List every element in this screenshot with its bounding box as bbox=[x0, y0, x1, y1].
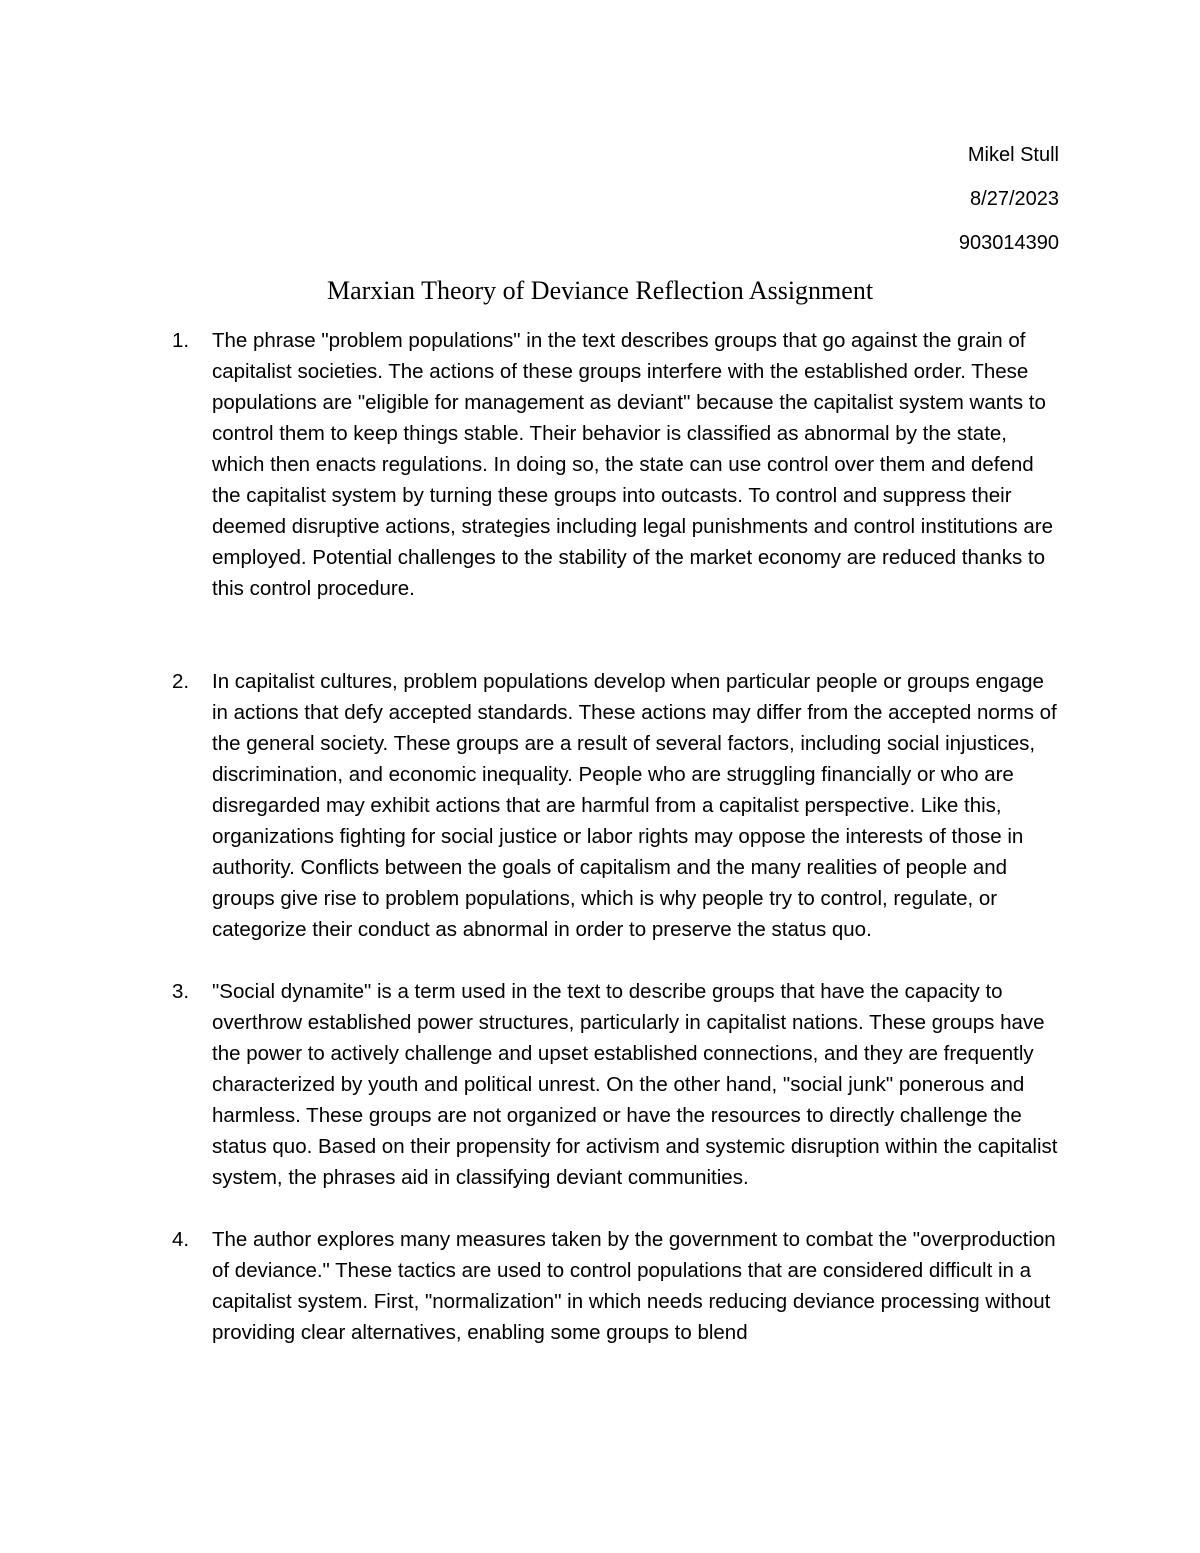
answer-item-1 bbox=[172, 325, 1062, 604]
header-block bbox=[959, 140, 1059, 272]
submission-date: 8/27/2023 bbox=[970, 188, 1059, 210]
answer-text: "Social dynamite" is a term used in the text to describe groups that have the capacity to overthrow established power structures, particularly in capitalist nations. These groups have the power to actively challenge and upset established connections, and they are frequently characterized by youth and political unrest. On the other hand, "social junk" ponerous and harmless. These groups are not organized or have the resources to directly challenge the status quo. Based on their propensity for activism and systemic disruption within the capitalist system, the phrases aid in classifying deviant communities. bbox=[212, 980, 1058, 1189]
answer-item-3 bbox=[172, 976, 1062, 1193]
student-id: 903014390 bbox=[958, 232, 1059, 254]
answer-number: 4. bbox=[172, 1228, 190, 1251]
answer-number: 2. bbox=[172, 670, 190, 693]
answer-item-2 bbox=[172, 666, 1062, 945]
answer-text: In capitalist cultures, problem populations develop when particular people or groups engage in actions that defy accepted standards. These actions may differ from the accepted norms of the general society. These groups are a result of several factors, including social injustices, discrimination, and economic inequality. People who are struggling financially or who are disregarded may exhibit actions that are harmful from a capitalist perspective. Like this, organizations fighting for social justice or labor rights may oppose the interests of those in authority. Conflicts between the goals of capitalism and the many realities of people and groups give rise to problem populations, which is why people try to control, regulate, or categorize their conduct as abnormal in order to preserve the status quo. bbox=[212, 670, 1057, 941]
answer-item-4 bbox=[172, 1224, 1062, 1348]
answer-text: The phrase "problem populations" in the text describes groups that go against the grain of capitalist societies. The actions of these groups interfere with the established order. These populations are "eligible for management as deviant" because the capitalist system wants to control them to keep things stable. Their behavior is classified as abnormal by the state, which then enacts regulations. In doing so, the state can use control over them and defend the capitalist system by turning these groups into outcasts. To control and suppress their deemed disruptive actions, strategies including legal punishments and control institutions are employed. Potential challenges to the stability of the market economy are reduced thanks to this control procedure. bbox=[212, 329, 1053, 600]
document-title: Marxian Theory of Deviance Reflection Assignment bbox=[326, 276, 874, 305]
answer-list bbox=[172, 325, 1062, 1348]
author-name: Mikel Stull bbox=[967, 144, 1059, 166]
answer-text: The author explores many measures taken by the government to combat the "overproduction of deviance." These tactics are used to control populations that are considered difficult in a capitalist system. First, "normalization" in which needs reducing deviance processing without providing clear alternatives, enabling some groups to blend bbox=[212, 1228, 1056, 1344]
answer-number: 1. bbox=[172, 329, 190, 352]
answer-number: 3. bbox=[172, 980, 190, 1003]
